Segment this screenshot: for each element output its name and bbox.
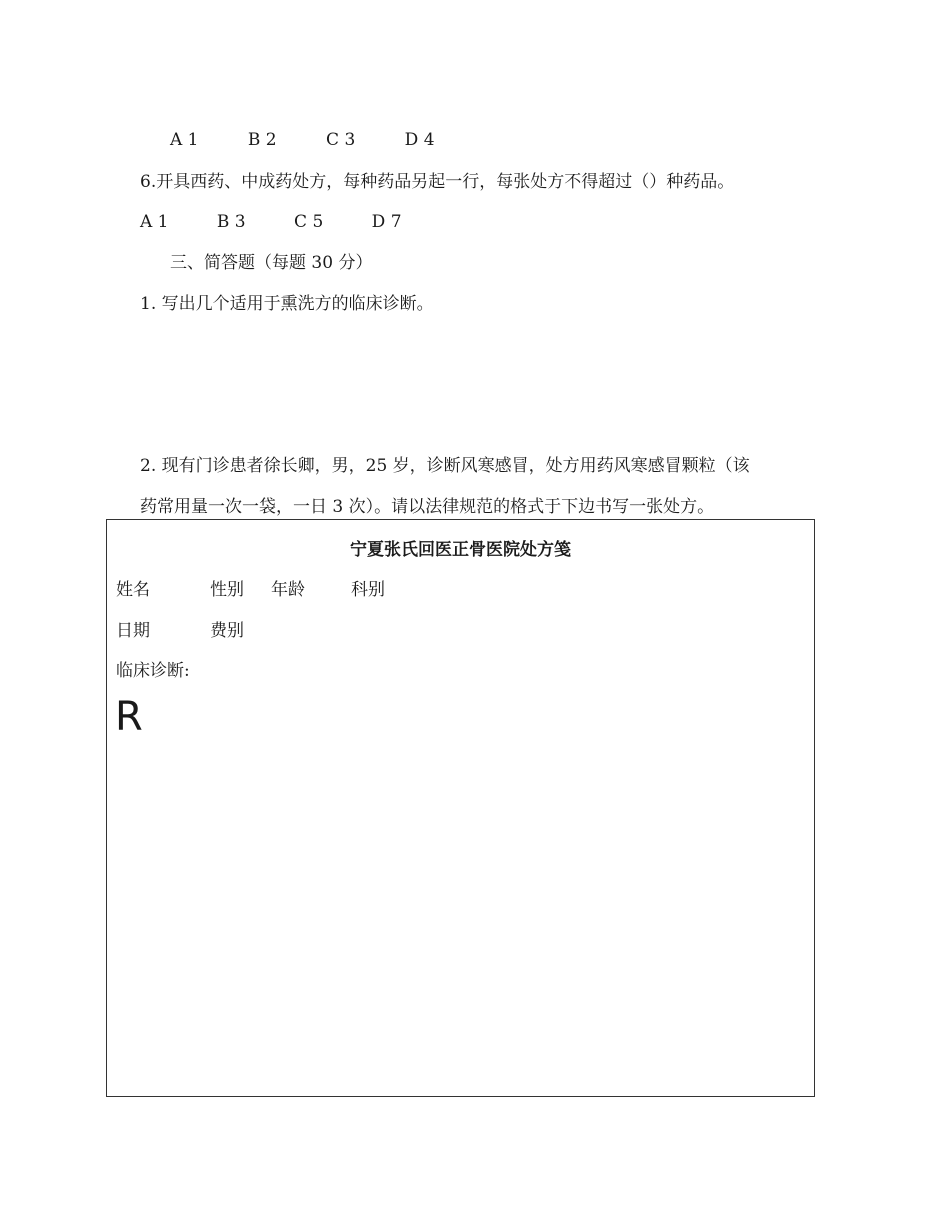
name-label: 姓名 xyxy=(116,580,150,600)
q5-options xyxy=(170,129,479,151)
prescription-title: 宁夏张氏回医正骨医院处方笺 xyxy=(350,540,571,560)
q5-option-a: A 1 xyxy=(170,130,199,150)
rx-symbol: R xyxy=(115,694,143,740)
sex-label: 性别 xyxy=(210,580,244,600)
short-answer-1: 1. 写出几个适用于熏洗方的临床诊断。 xyxy=(140,294,434,314)
question-6-text: 6.开具西药、中成药处方，每种药品另起一行，每张处方不得超过（）种药品。 xyxy=(140,172,735,192)
date-label: 日期 xyxy=(116,621,150,641)
fee-type-label: 费别 xyxy=(210,621,244,641)
section-3-heading: 三、简答题（每题 30 分） xyxy=(170,253,373,273)
q6-option-b: B 3 xyxy=(216,212,246,232)
q6-options xyxy=(140,211,445,233)
prescription-form xyxy=(106,519,815,1097)
q5-option-b: B 2 xyxy=(247,130,277,150)
q6-option-c: C 5 xyxy=(294,212,324,232)
clinical-diagnosis-label: 临床诊断: xyxy=(116,661,190,681)
q5-option-c: C 3 xyxy=(326,130,356,150)
department-label: 科别 xyxy=(351,580,385,600)
short-answer-2-line-1: 2. 现有门诊患者徐长卿，男，25 岁，诊断风寒感冒，处方用药风寒感冒颗粒（该 xyxy=(140,456,750,476)
age-label: 年龄 xyxy=(271,580,305,600)
q6-option-a: A 1 xyxy=(140,212,169,232)
short-answer-2-line-2: 药常用量一次一袋，一日 3 次）。请以法律规范的格式于下边书写一张处方。 xyxy=(140,497,715,517)
q6-option-d: D 7 xyxy=(371,212,402,232)
q5-option-d: D 4 xyxy=(404,130,435,150)
